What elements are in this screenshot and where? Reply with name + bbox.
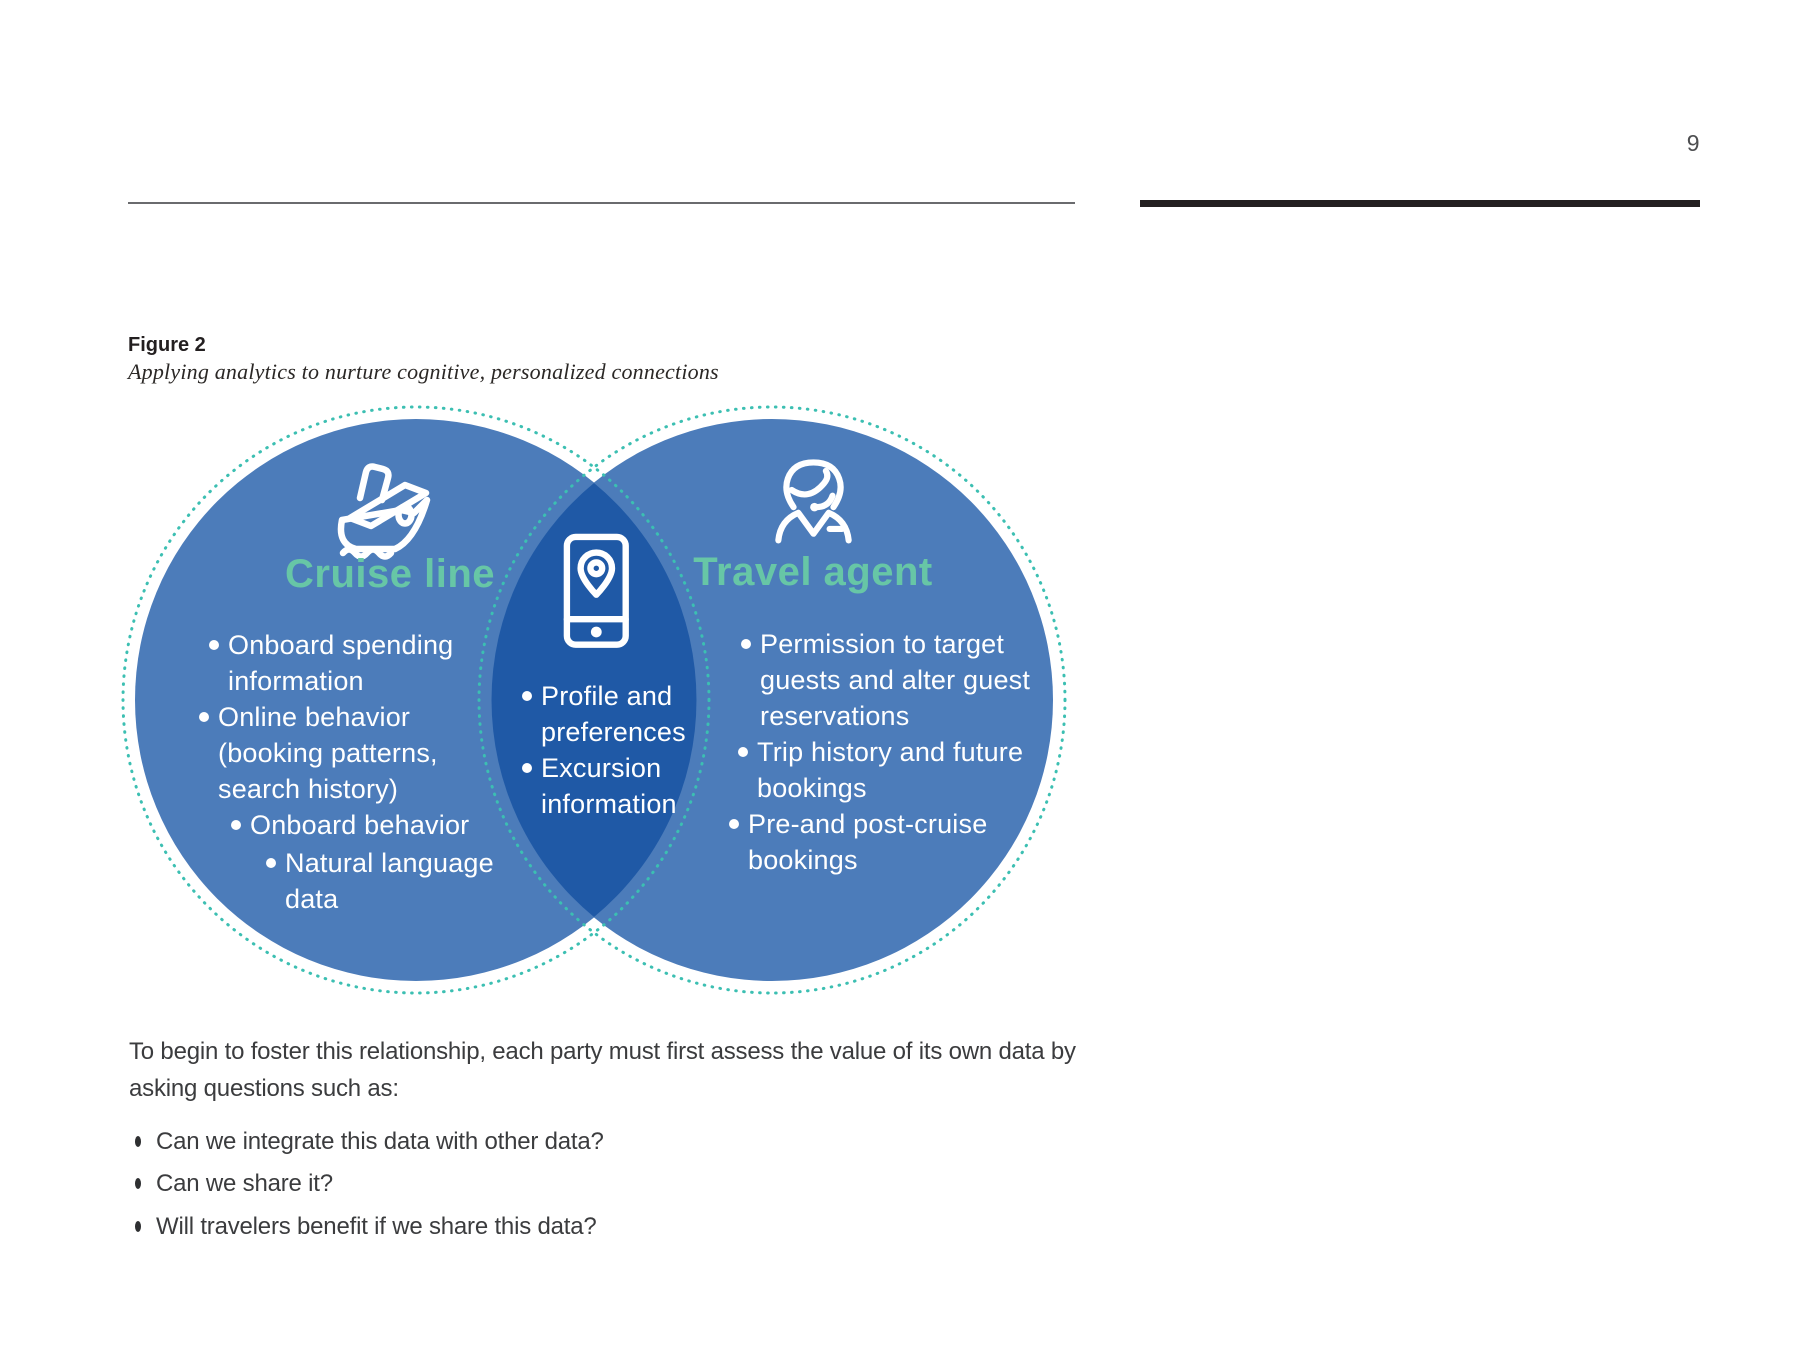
list-item-line: Pre-and post-cruise: [748, 807, 987, 841]
bullet-dot: [738, 747, 748, 757]
header-rule-thin: [128, 202, 1075, 204]
page-number: 9: [1686, 130, 1700, 156]
list-item-line: information: [228, 666, 364, 696]
figure-caption: Applying analytics to nurture cognitive, personalized connections: [128, 359, 719, 384]
list-item-line: search history): [218, 774, 399, 804]
list-item-line: reservations: [760, 701, 910, 731]
bullet-dot: [199, 712, 209, 722]
list-item-line: bookings: [757, 773, 867, 803]
list-item-line: preferences: [541, 717, 686, 747]
figure-label: Figure 2: [128, 334, 206, 356]
list-item-line: Trip history and future: [757, 735, 1023, 769]
list-item-line: (booking patterns,: [218, 738, 438, 768]
list-item-line: Onboard behavior: [250, 808, 469, 842]
cruise-line-title: Cruise line: [284, 552, 495, 596]
bullet-dot: [522, 763, 532, 773]
bullet-dot: [266, 858, 276, 868]
bullet-dot: [741, 639, 751, 649]
list-item-line: information: [541, 789, 677, 819]
bullet-marker: [135, 1221, 141, 1232]
list-item-line: Natural language: [285, 846, 494, 880]
question-list-item: Can we integrate this data with other data?: [156, 1128, 604, 1156]
list-item-line: data: [285, 884, 339, 914]
list-item-line: Permission to target: [760, 627, 1004, 661]
list-item-line: Profile and: [541, 679, 672, 713]
list-item-line: Excursion: [541, 751, 661, 785]
travel-agent-title: Travel agent: [693, 550, 933, 594]
bullet-dot: [522, 691, 532, 701]
bullet-marker: [135, 1178, 141, 1189]
list-item-line: Onboard spending: [228, 628, 453, 662]
list-item-line: bookings: [748, 845, 858, 875]
body-paragraph-line: To begin to foster this relationship, each party must first assess the value of its own data by: [129, 1038, 1076, 1065]
bullet-dot: [209, 640, 219, 650]
question-list-item: Will travelers benefit if we share this data?: [156, 1213, 597, 1241]
question-list-item: Can we share it?: [156, 1170, 333, 1198]
bullet-dot: [231, 820, 241, 830]
header-rule-thick: [1140, 200, 1700, 207]
body-paragraph-line: asking questions such as:: [129, 1075, 399, 1102]
bullet-dot: [729, 819, 739, 829]
list-item-line: guests and alter guest: [760, 665, 1031, 695]
bullet-marker: [135, 1136, 141, 1147]
list-item-line: Online behavior: [218, 700, 410, 734]
